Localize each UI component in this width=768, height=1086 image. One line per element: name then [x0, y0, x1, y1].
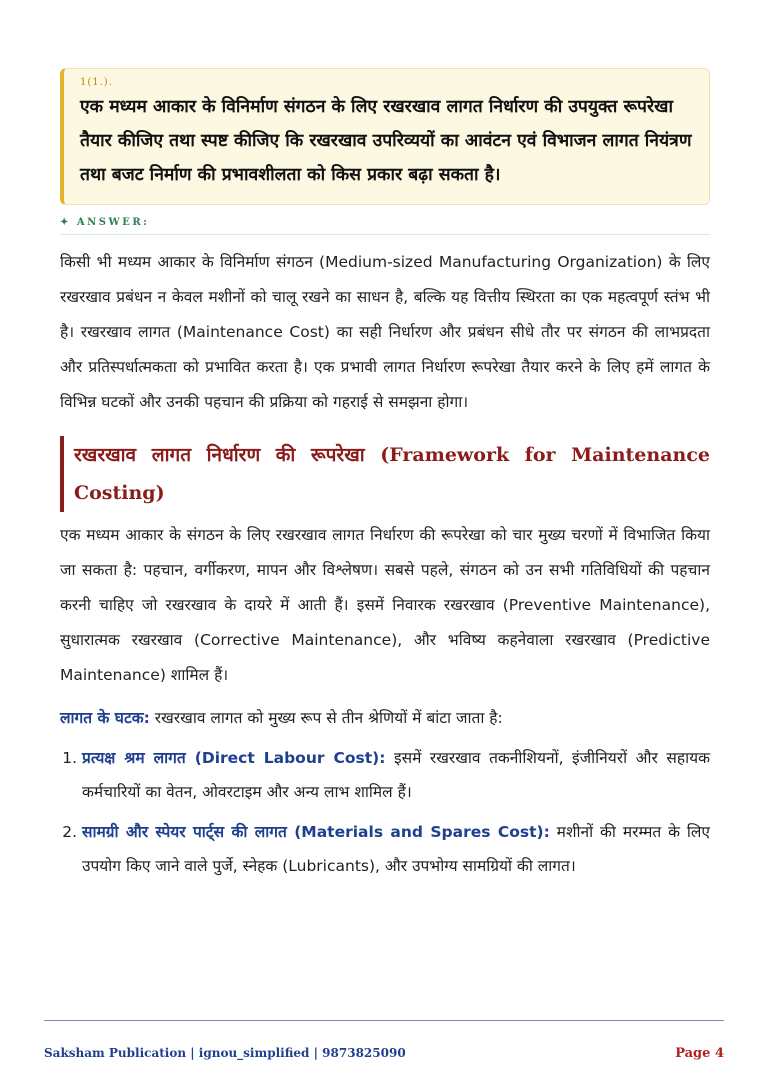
cost-components-label: लागत के घटक:: [60, 709, 150, 727]
footer-divider: [44, 1020, 724, 1021]
list-item-text: मशीनों की मरम्मत के लिए उपयोग किए जाने वाले पुर्जे, स्नेहक (Lubricants), और उपभोग्य सामग्रियों की लागत।: [82, 823, 710, 875]
list-item-title: सामग्री और स्पेयर पार्ट्स की लागत (Materials and Spares Cost):: [82, 823, 550, 841]
section-paragraph: एक मध्यम आकार के संगठन के लिए रखरखाव लागत निर्धारण की रूपरेखा को चार मुख्य चरणों में विभाजित किया जा सकता है: पहचान, वर्गीकरण, मापन और विश्लेषण। सबसे पहले, संगठन को उन सभी गतिविधियों की पहचान करनी चाहिए जो रखरखाव के दायरे में आती हैं। इसमें निवारक रखरखाव (Preventive Maintenance), सुधारात्मक रखरखाव (Corrective Maintenance), और भविष्य कहनेवाला रखरखाव (Predictive Maintenance) शामिल हैं।: [60, 526, 710, 684]
section-heading-hindi: रखरखाव लागत निर्धारण की रूपरेखा: [74, 444, 365, 466]
intro-paragraph: किसी भी मध्यम आकार के विनिर्माण संगठन (Medium-sized Manufacturing Organization) के लिए रखरखाव प्रबंधन न केवल मशीनों को चालू रखने का साधन है, बल्कि यह वित्तीय स्थिरता का एक महत्वपूर्ण स्तंभ भी है। रखरखाव लागत (Maintenance Cost) का सही निर्धारण और प्रबंधन सीधे तौर पर संगठन की लाभप्रदता और प्रतिस्पर्धात्मकता को प्रभावित करता है। एक प्रभावी लागत निर्धारण रूपरेखा तैयार करने के लिए हमें लागत के विभिन्न घटकों और उनकी पहचान की प्रक्रिया को गहराई से समझना होगा।: [60, 253, 710, 411]
list-item: [82, 741, 710, 809]
cost-components-list: [60, 741, 710, 883]
page-number: Page 4: [675, 1046, 724, 1061]
section-heading-english: (Framework for Maintenance Costing): [74, 444, 710, 504]
question-number: 1(1.).: [80, 77, 113, 88]
question-box: [60, 68, 710, 205]
footer-publisher: Saksham Publication | ignou_simplified | 9873825090: [44, 1046, 406, 1060]
list-item-text: इसमें रखरखाव तकनीशियनों, इंजीनियरों और सहायक कर्मचारियों का वेतन, ओवरटाइम और अन्य लाभ शामिल हैं।: [82, 749, 710, 801]
page-content: [60, 68, 710, 889]
answer-label: ✦ ANSWER:: [60, 217, 150, 228]
list-item: [82, 815, 710, 883]
list-item-title: प्रत्यक्ष श्रम लागत (Direct Labour Cost):: [82, 749, 386, 767]
question-text: एक मध्यम आकार के विनिर्माण संगठन के लिए रखरखाव लागत निर्धारण की उपयुक्त रूपरेखा तैयार कीजिए तथा स्पष्ट कीजिए कि रखरखाव उपरिव्ययों का आवंटन एवं विभाजन लागत नियंत्रण तथा बजट निर्माण की प्रभावशीलता को किस प्रकार बढ़ा सकता है।: [80, 97, 692, 185]
section-heading: [60, 436, 710, 512]
cost-components-line: [60, 703, 710, 733]
answer-divider: [60, 234, 710, 235]
cost-components-text: रखरखाव लागत को मुख्य रूप से तीन श्रेणियों में बांटा जाता है:: [149, 709, 503, 727]
